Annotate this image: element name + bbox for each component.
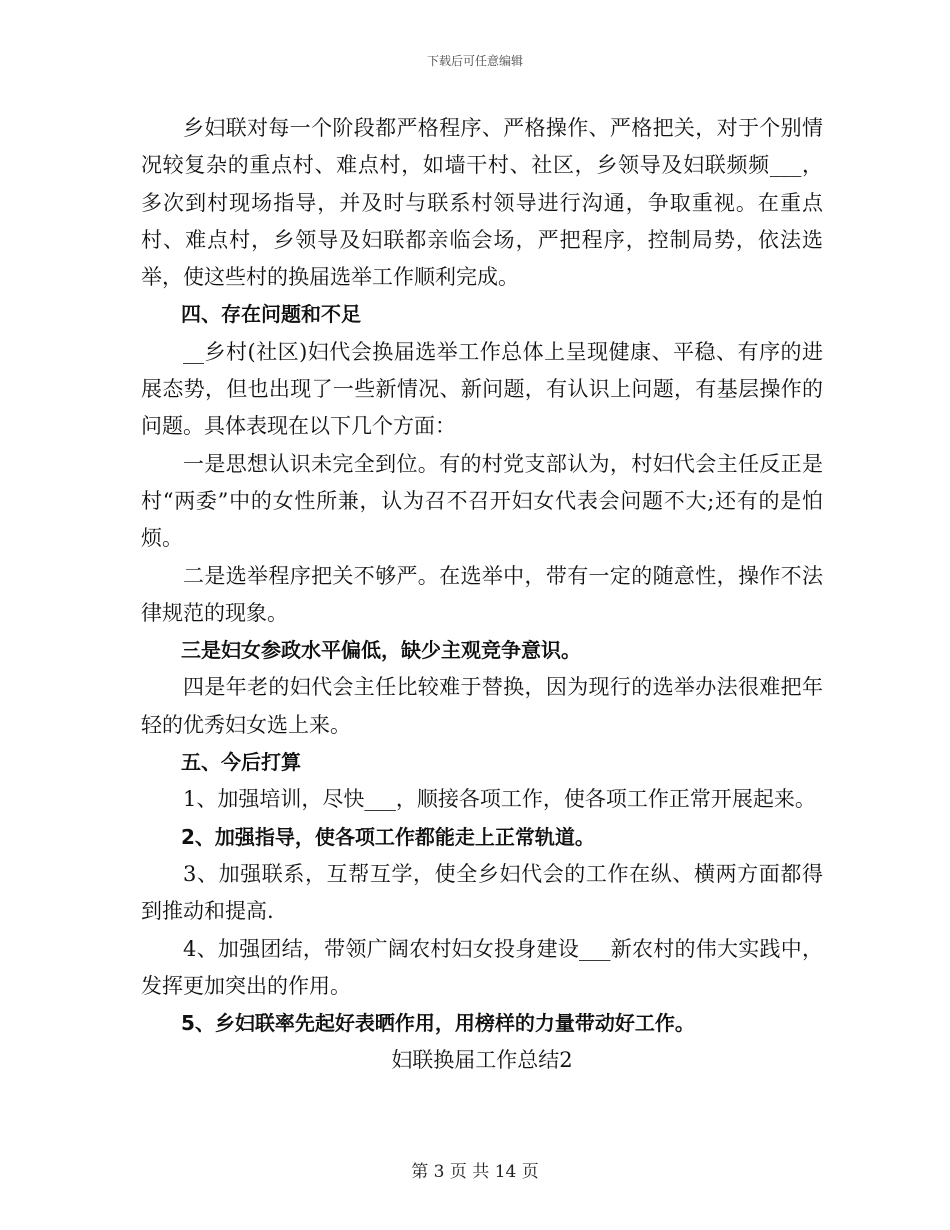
plan-item-2: 2、加强指导，使各项工作都能走上正常轨道。 (181, 824, 595, 849)
page-number: 第 3 页 共 14 页 (411, 1162, 539, 1182)
paragraph-2: __乡村(社区)妇代会换届选举工作总体上呈现健康、平稳、有序的进展态势，但也出现了一些新情况、新问题，有认识上问题，有基层操作的问题。具体表现在以下几个方面： (141, 339, 823, 439)
plan-item-1: 1、加强培训，尽快___，顺接各项工作，使各项工作正常开展起来。 (183, 787, 816, 812)
section-heading-4: 四、存在问题和不足 (181, 302, 361, 327)
paragraph-3: 一是思想认识未完全到位。有的村党支部认为，村妇代会主任反正是村“两委”中的女性所兼，认为召不召开妇女代表会问题不大;还有的是怕烦。 (141, 451, 823, 551)
plan-item-3: 3、加强联系，互帮互学，使全乡妇代会的工作在纵、横两方面都得到推动和提高. (141, 861, 823, 924)
plan-item-5: 5、乡妇联率先起好表晒作用，用榜样的力量带动好工作。 (181, 1011, 695, 1036)
paragraph-5-bold: 三是妇女参政水平偏低，缺少主观竞争意识。 (181, 638, 581, 663)
plan-item-4: 4、加强团结，带领广阔农村妇女投身建设___新农村的伟大实践中，发挥更加突出的作用。 (141, 936, 823, 998)
paragraph-1: 乡妇联对每一个阶段都严格程序、严格操作、严格把关，对于个别情况较复杂的重点村、难点村，如墙干村、社区，乡领导及妇联频频___，多次到村现场指导，并及时与联系村领导进行沟通，争取重视。在重点村、难点村，乡领导及妇联都亲临会场，严把程序，控制局势，依法选举，使这些村的换届选举工作顺利完成。 (141, 116, 823, 290)
paragraph-4: 二是选举程序把关不够严。在选举中，带有一定的随意性，操作不法律规范的现象。 (141, 563, 823, 625)
paragraph-6: 四是年老的妇代会主任比较难于替换，因为现行的选举办法很难把年轻的优秀妇女选上来。 (141, 675, 823, 737)
section-heading-5: 五、今后打算 (181, 750, 301, 775)
page-header: 下载后可任意编辑 (426, 54, 523, 68)
document-body (141, 110, 823, 1080)
next-document-title: 妇联换届工作总结2 (391, 1048, 573, 1073)
